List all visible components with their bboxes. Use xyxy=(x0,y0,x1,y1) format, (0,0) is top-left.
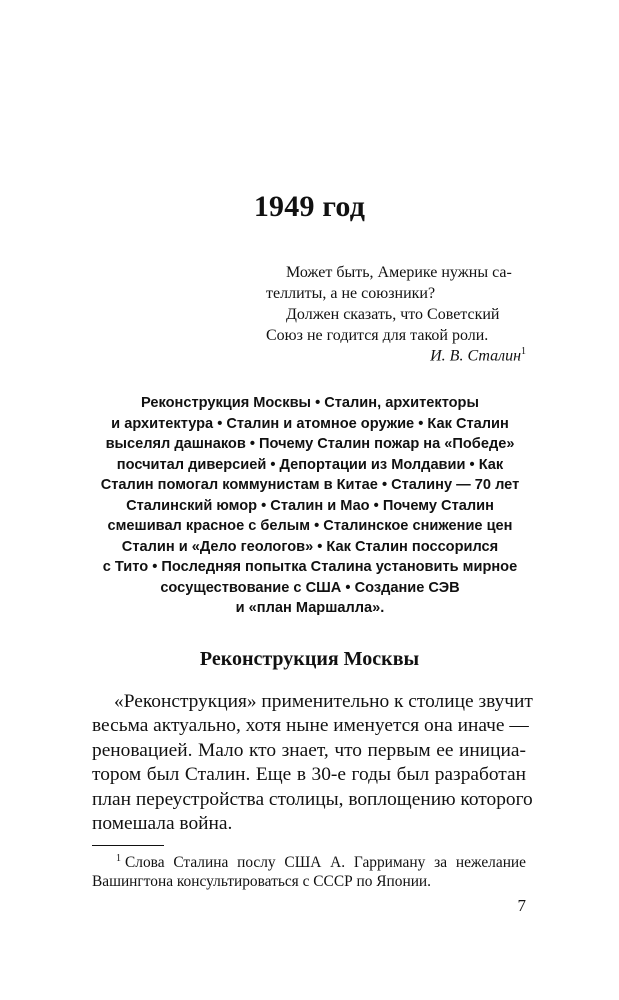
footnote xyxy=(92,849,526,891)
footnote-mark: 1 xyxy=(116,853,121,864)
summary-line: Сталин помогал коммунистам в Китае • Сталину — 70 лет xyxy=(100,477,520,493)
summary-line: Сталин и «Дело геологов» • Как Сталин поссорился xyxy=(121,538,499,555)
epigraph-author-name: И. В. Сталин xyxy=(430,347,521,365)
summary-line: выселял дашнаков • Почему Сталин пожар на «Победе» xyxy=(105,436,515,452)
body-paragraph xyxy=(92,690,533,836)
summary-line: с Тито • Последняя попытка Сталина установить мирное xyxy=(102,559,518,575)
paragraph-line: весьма актуально, хотя ныне именуется она иначе — xyxy=(92,715,529,737)
epigraph-line: Может быть, Америке нужны са- xyxy=(286,264,512,281)
paragraph-line: реновацией. Мало кто знает, что первым ее инициа- xyxy=(92,739,526,761)
footnote-divider xyxy=(92,845,164,846)
section-heading: Реконструкция Москвы xyxy=(199,648,420,670)
paragraph-line: помешала война. xyxy=(92,813,233,835)
epigraph-line: Союз не годится для такой роли. xyxy=(266,327,489,344)
summary-line: Реконструкция Москвы • Сталин, архитекторы xyxy=(141,395,479,411)
summary-line: сосуществование с США • Создание СЭВ xyxy=(160,579,460,596)
epigraph-line: теллиты, а не союзники? xyxy=(266,285,436,302)
epigraph-author xyxy=(286,346,526,365)
summary-line: и архитектура • Сталин и атомное оружие • Как Сталин xyxy=(111,415,509,432)
summary-line: смешивал красное с белым • Сталинское снижение цен xyxy=(107,518,513,534)
footnote-line: Вашингтона консультироваться с СССР по Японии. xyxy=(92,873,432,891)
summary-line: посчитал диверсией • Депортации из Молдавии • Как xyxy=(116,456,504,473)
epigraph-quote xyxy=(266,262,526,346)
page-number: 7 xyxy=(517,896,526,915)
chapter-title: 1949 год xyxy=(253,190,366,223)
epigraph-line: Должен сказать, что Советский xyxy=(286,306,500,323)
epigraph-footnote-mark: 1 xyxy=(521,346,526,357)
footnote-text: Слова Сталина послу США А. Гарриману за нежелание xyxy=(125,854,526,872)
paragraph-line: тором был Сталин. Еще в 30-е годы был разработан xyxy=(92,764,526,786)
paragraph-line: план переустройства столицы, воплощению которого xyxy=(92,788,533,810)
summary-line: Сталинский юмор • Сталин и Мао • Почему Сталин xyxy=(126,497,494,514)
paragraph-line: «Реконструкция» применительно к столице звучит xyxy=(114,691,533,712)
summary-line: и «план Маршалла». xyxy=(235,600,385,616)
chapter-summary xyxy=(60,393,560,619)
footnote-line xyxy=(92,849,526,872)
